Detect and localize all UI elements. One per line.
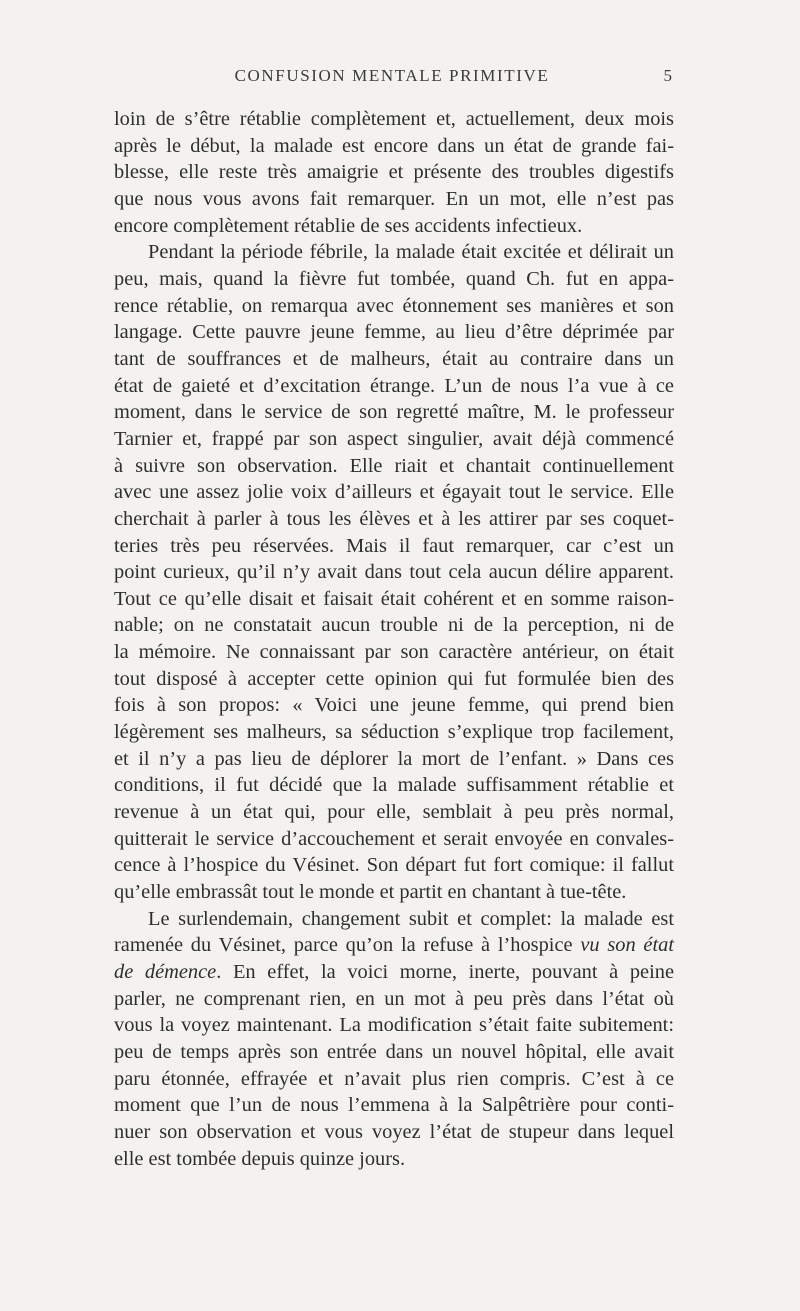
text-line: cherchait à parler à tous les élèves et à les attirer par ses coquet- [114,507,674,530]
text-line: cence à l’hospice du Vésinet. Son départ fut fort comique: il fallut [114,854,674,877]
text-line: moment, dans le service de son regretté maître, M. le professeur [114,401,674,424]
body-text [114,106,674,1172]
text-line [114,959,674,986]
text-line: la mémoire. Ne connaissant par son caractère antérieur, on était [114,641,674,664]
text-line: après le début, la malade est encore dans un état de grande fai- [114,134,674,157]
paragraph [114,106,674,239]
text-line: elle est tombée depuis quinze jours. [114,1147,406,1170]
text-line: paru étonnée, effrayée et n’avait plus rien compris. C’est à ce [114,1067,674,1090]
text-line: moment que l’un de nous l’emmena à la Salpêtrière pour conti- [114,1094,674,1117]
text-line: Tout ce qu’elle disait et faisait était cohérent et en somme raison- [114,587,674,610]
text-line: Tarnier et, frappé par son aspect singulier, avait déjà commencé [114,427,674,450]
running-title: CONFUSION MENTALE PRIMITIVE [234,66,550,85]
running-head [112,66,672,88]
paragraph [114,239,674,905]
text-line: nable; on ne constatait aucun trouble ni de la perception, ni de [114,614,674,637]
text-line: peu de temps après son entrée dans un nouvel hôpital, elle avait [114,1040,674,1063]
text-line: légèrement ses malheurs, sa séduction s’explique trop facilement, [114,721,674,744]
text-line: langage. Cette pauvre jeune femme, au lieu d’être déprimée par [114,321,674,344]
text-line: teries très peu réservées. Mais il faut remarquer, car c’est un [114,534,674,557]
text-line: Le surlendemain, changement subit et complet: la malade est [148,907,674,930]
text-line: encore complètement rétablie de ses accidents infectieux. [114,214,583,237]
text-line: Pendant la période fébrile, la malade était excitée et délirait un [148,241,674,264]
text-run: . En effet, la voici morne, inerte, pouvant à peine [216,961,674,983]
text-line: nuer son observation et vous voyez l’état de stupeur dans lequel [114,1120,674,1143]
text-run: ramenée du Vésinet, parce qu’on la refuse à l’hospice [114,934,581,957]
text-line [114,932,674,959]
italic-phrase: de démence [114,961,217,983]
text-line: à suivre son observation. Elle riait et chantait continuellement [114,454,674,477]
text-line: conditions, il fut décidé que la malade suffisamment rétablie et [114,774,674,797]
text-line: quitterait le service d’accouchement et serait envoyée en convales- [114,827,674,850]
text-line: blesse, elle reste très amaigrie et présente des troubles digestifs [114,161,674,184]
text-line: parler, ne comprenant rien, en un mot à peu près dans l’état où [114,987,674,1010]
text-line: point curieux, qu’il n’y avait dans tout cela aucun délire apparent. [114,561,674,584]
text-line: et il n’y a pas lieu de déplorer la mort de l’enfant. » Dans ces [114,747,674,770]
text-line: loin de s’être rétablie complètement et, actuellement, deux mois [114,108,674,130]
text-line: vous la voyez maintenant. La modification s’était faite subitement: [114,1014,674,1037]
text-line: rence rétablie, on remarqua avec étonnement ses manières et son [114,294,674,317]
text-line: peu, mais, quand la fièvre fut tombée, quand Ch. fut en appa- [114,267,674,290]
text-line: qu’elle embrassât tout le monde et partit en chantant à tue-tête. [114,881,627,904]
text-line: fois à son propos: « Voici une jeune femme, qui prend bien [114,694,674,717]
italic-phrase: vu son état [580,934,674,957]
text-line: tant de souffrances et de malheurs, était au contraire dans un [114,347,674,370]
text-line: que nous vous avons fait remarquer. En un mot, elle n’est pas [114,187,674,210]
text-line: tout disposé à accepter cette opinion qui fut formulée bien des [114,667,674,690]
page-number: 5 [663,66,672,85]
paragraph [114,906,674,1173]
text-line: avec une assez jolie voix d’ailleurs et égayait tout le service. Elle [114,481,674,504]
text-line: revenue à un état qui, pour elle, semblait à peu près normal, [114,801,674,824]
text-line: état de gaieté et d’excitation étrange. L’un de nous l’a vue à ce [114,374,674,397]
